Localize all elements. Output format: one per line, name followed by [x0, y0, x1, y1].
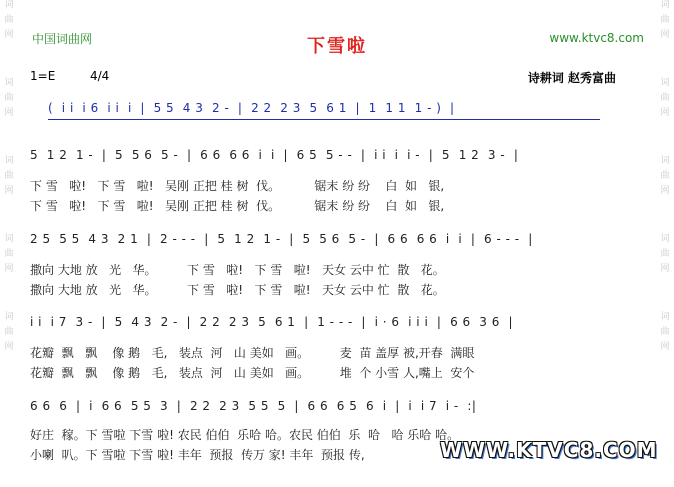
- lyric-line-1a: 下 雪 啦! 下 雪 啦! 吴刚 正把 桂 树 伐。 锯末 纷 纷 白 如 银,: [30, 179, 445, 193]
- lyric-line-4a: 好庄 稼。下 雪啦 下雪 啦! 农民 伯伯 乐哈 哈。农民 伯伯 乐 哈 哈 乐哈 哈。: [30, 428, 460, 442]
- lyric-line-3a: 花瓣 飘 飘 像 鹅 毛, 装点 河 山 美如 画。 麦 苗 盖厚 被,开春 满眼: [30, 346, 475, 360]
- lyric-line-1b: 下 雪 啦! 下 雪 啦! 吴刚 正把 桂 树 伐。 锯末 纷 纷 白 如 银,: [30, 199, 445, 213]
- bottom-watermark: WWW.KTVC8.COM: [440, 438, 658, 462]
- lyric-line-4b: 小喇 叭。下 雪啦 下雪 啦! 丰年 预报 传万 家! 丰年 预报 传,: [30, 448, 365, 462]
- notation-line-1: 5 1 2 1 - | 5 5 6 5 - | 6 6 6 6 i i | 6 5 5 - - | i i i i - | 5 1 2 3 - |: [30, 148, 519, 162]
- site-name: 中国词曲网: [32, 32, 93, 46]
- lyric-line-2b: 撒向 大地 放 光 华。 下 雪 啦! 下 雪 啦! 天女 云中 忙 散 花。: [30, 283, 445, 297]
- time-signature: 4/4: [90, 69, 110, 83]
- key-signature: 1=E: [30, 69, 56, 83]
- notation-line-2: 2 5 5 5 4 3 2 1 | 2 - - - | 5 1 2 1 - | 5 5 6 5 - | 6 6 6 6 i i | 6 - - - |: [30, 232, 533, 246]
- lyric-line-2a: 撒向 大地 放 光 华。 下 雪 啦! 下 雪 啦! 天女 云中 忙 散 花。: [30, 263, 445, 277]
- song-credits: 诗耕词 赵秀富曲: [527, 71, 616, 85]
- song-title: 下雪啦: [307, 36, 367, 57]
- lyric-line-3b: 花瓣 飘 飘 像 鹅 毛, 装点 河 山 美如 画。 堆 个 小雪 人,嘴上 安个: [30, 366, 475, 380]
- side-watermark-right: 词 曲 网 词 曲 网 词 曲 网 词 曲 网 词 曲 网: [660, 0, 670, 352]
- notation-line-4: 6 6 6 | i 6 6 5 5 3 | 2 2 2 3 5 5 5 | 6 6 6 5 6 i | i i 7 i - :|: [30, 399, 477, 413]
- intro-underline: [48, 119, 600, 120]
- site-url: www.ktvc8.com: [549, 31, 644, 45]
- side-watermark-left: 词 曲 网 词 曲 网 词 曲 网 词 曲 网 词 曲 网: [4, 0, 14, 352]
- notation-line-3: i i i 7 3 - | 5 4 3 2 - | 2 2 2 3 5 6 1 | 1 - - - | i · 6 i i i | 6 6 3 6 |: [30, 315, 514, 329]
- intro-notation: ( i i i 6 i i i | 5 5 4 3 2 - | 2 2 2 3 5 6 1 | 1 1 1 1 - ) |: [48, 101, 455, 115]
